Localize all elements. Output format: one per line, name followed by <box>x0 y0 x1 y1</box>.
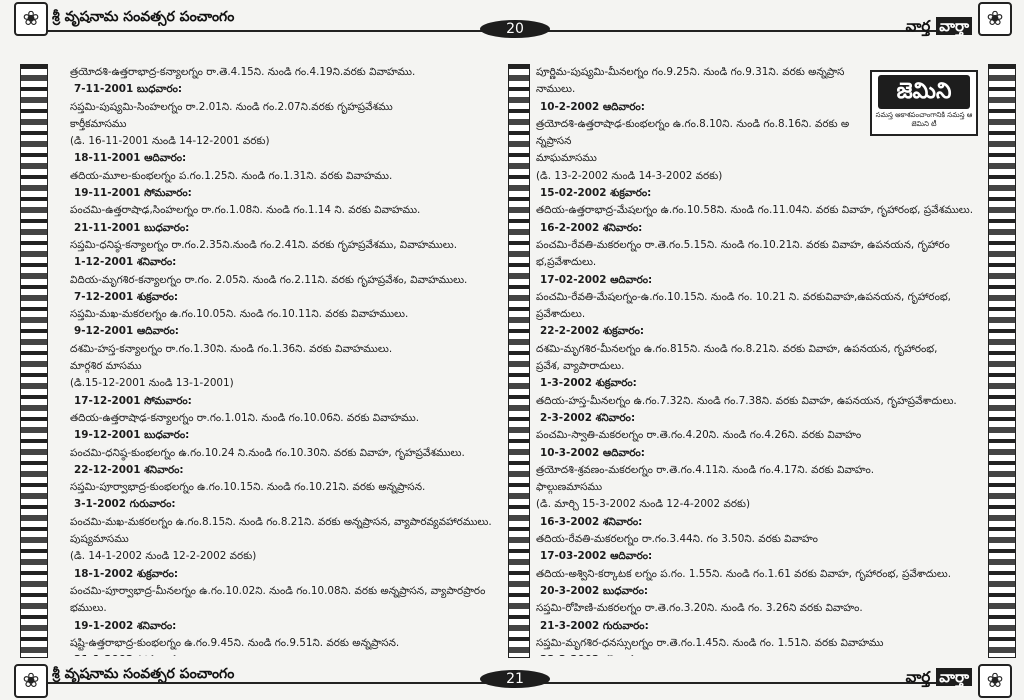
text-line: పంచమి-ధనిష్ఠ-కుంభలగ్నం ఉ.గం.10.24 ని.నుండి గం.10.30ని. వరకు వివాహ, గృహప్రవేశములు. <box>70 446 465 459</box>
text-line: న్నప్రాసన <box>536 135 572 148</box>
header-title: శ్రీ వృషనామ సంవత్సర పంచాంగం <box>52 666 235 682</box>
page-number-top: 20 <box>480 20 550 38</box>
date-heading: 22-2-2002 శుక్రవారం: <box>540 325 645 338</box>
text-line: షష్టి-ఉత్తరాభాద్ర-కుంభలగ్నం ఉ.గం.9.45ని. నుండి గం.9.51ని. వరకు అన్నప్రాసన. <box>70 636 400 649</box>
flower-ornament-icon: ❀ <box>14 2 48 36</box>
flower-ornament-icon: ❀ <box>978 664 1012 698</box>
text-line: తదియ-హస్త-మీనలగ్నం ఉ.గం.7.32ని. నుండి గం.7.38ని. వరకు వివాహ, ఉపనయన, గృహప్రవేశాదులు. <box>536 394 957 407</box>
text-line: (డి.15-12-2001 నుండి 13-1-2001) <box>70 377 234 390</box>
date-heading <box>70 652 508 656</box>
date-heading: 1-3-2002 శుక్రవారం: <box>540 377 637 390</box>
text-line: సప్తమి-మృగశిర-ధనస్సులగ్నం రా.తె.గం.1.45ని. నుండి గం. 1.51ని. వరకు వివాహము <box>536 636 884 649</box>
date-heading: 15-02-2002 శుక్రవారం: <box>540 187 652 200</box>
date-heading: 10-3-2002 ఆదివారం: <box>540 446 645 459</box>
text-line: నాములు. <box>536 83 576 96</box>
text-line: ప్రవేశ, వ్యాపారాదులు. <box>536 360 625 373</box>
text-line: (డి. 13-2-2002 నుండి 14-3-2002 వరకు) <box>536 169 723 182</box>
text-line: పంచమి-రేవతి-మకరలగ్నం రా.తె.గం.5.15ని. నుండి గం.10.21ని. వరకు వివాహ, ఉపనయన, గృహారం <box>536 238 950 251</box>
text-line: సప్తమి-రోహిణి-మకరలగ్నం రా.తె.గం.3.20ని. నుండి గం. 3.26ని వరకు వివాహం. <box>536 602 863 615</box>
flower-ornament-icon: ❀ <box>14 664 48 698</box>
text-line: తదియ-ఉత్తరాషాఢ-కన్యాలగ్నం రా.గం.1.01ని. నుండి గం.10.06ని. వరకు వివాహము. <box>70 411 420 424</box>
text-line: మాఘమాసము <box>536 152 597 165</box>
page-header-bottom <box>0 662 1024 700</box>
date-heading: 7-11-2001 బుధవారం: <box>74 83 183 96</box>
date-heading: 20-3-2002 బుధవారం: <box>540 584 649 597</box>
left-border-ornament <box>20 64 48 658</box>
date-heading: 22-12-2001 శనివారం: <box>74 463 184 476</box>
text-line: త్రయోదశి-ఉత్తరాభాద్ర-కన్యాలగ్నం రా.తె.4.15ని. నుండి గం.4.19ని.వరకు వివాహము. <box>70 66 416 78</box>
date-heading: 18-1-2002 శుక్రవారం: <box>74 567 179 580</box>
brand-logo <box>906 17 972 39</box>
text-line: తదియ-అశ్విని-కర్కాటక లగ్నం ప.గం. 1.55ని. నుండి గం.1.61 వరకు వివాహ, గృహారంభ, ప్రవేశాదులు. <box>536 567 952 580</box>
date-heading: 19-1-2002 శనివారం: <box>74 619 177 632</box>
date-heading <box>536 652 974 656</box>
date-heading: 19-11-2001 సోమవారం: <box>74 187 192 200</box>
date-heading: 21-11-2001 బుధవారం: <box>74 221 190 234</box>
text-line: విదియ-మృగశిర-కన్యాలగ్నం రా.గం. 2.05ని. నుండి గం.2.11ని. వరకు గృహప్రవేశం, వివాహములు. <box>70 273 468 286</box>
text-line: తదియ-మూల-కుంభలగ్నం ప.గం.1.25ని. నుండి గం.1.31ని. వరకు వివాహము. <box>70 169 393 182</box>
text-line: పంచమి-ఉత్తరాషాఢ,సింహలగ్నం రా.గం.1.08ని. నుండి గం.1.14 ని. వరకు వివాహము. <box>70 204 421 217</box>
text-line: కార్తీకమాసము <box>70 117 127 130</box>
date-heading: 17-03-2002 ఆదివారం: <box>540 550 653 563</box>
date-heading: 16-2-2002 శనివారం: <box>540 221 643 234</box>
date-heading: 1-12-2001 శనివారం: <box>74 256 177 269</box>
header-title: శ్రీ వృషనామ సంవత్సర పంచాంగం <box>52 9 235 25</box>
text-line: త్రయోదశి-శ్రవణం-మకరలగ్నం రా.తె.గం.4.11ని. నుండి గం.4.17ని. వరకు వివాహం. <box>536 463 875 476</box>
date-heading: 17-02-2002 ఆదివారం: <box>540 273 653 286</box>
brand-logo-part-2: వార్తా <box>936 668 972 686</box>
date-heading: 19-12-2001 బుధవారం: <box>74 429 190 442</box>
text-line: పంచమి-మఖ-మకరలగ్నం ఉ.గం.8.15ని. నుండి గం.8.21ని. వరకు అన్నప్రాసన, వ్యాపారవ్యవహారములు. <box>70 515 492 528</box>
date-heading: 2-3-2002 శనివారం: <box>540 411 636 424</box>
date-heading: 17-12-2001 సోమవారం: <box>74 394 192 407</box>
text-line: తదియ-ఉత్తరాభాద్ర-మేషలగ్నం ఉ.గం.10.58ని. నుండి గం.11.04ని. వరకు వివాహ, గృహారంభ, ప్రవేశములు. <box>536 204 974 217</box>
text-line: దశమి-మృగశిర-మీనలగ్నం ఉ.గం.815ని. నుండి గం.8.21ని. వరకు వివాహ, ఉపనయన, గృహారంభ, <box>536 342 938 355</box>
text-line: పూర్ణిమ-పుష్యమి-మీనలగ్నం గం.9.25ని. నుండి గం.9.31ని. వరకు అన్నప్రాస <box>536 66 845 78</box>
text-line: సప్తమి-పుష్యమి-సింహలగ్నం రా.2.01ని. నుండి గం.2.07ని.వరకు గృహప్రవేశము <box>70 100 393 113</box>
brand-logo-part-1: వార్త <box>905 17 931 35</box>
gemini-advertisement <box>870 70 978 136</box>
text-line: పంచమి-రేవతి-మేషలగ్నం-ఉ.గం.10.15ని. నుండి గం. 10.21 ని. వరకువివాహ,ఉపనయన, గృహారంభ, <box>536 290 951 303</box>
text-line: ఫాల్గుణమాసము <box>536 481 603 494</box>
date-heading: 3-1-2002 గురువారం: <box>74 498 176 511</box>
text-line: (డి. 16-11-2001 నుండి 14-12-2001 వరకు) <box>70 135 270 148</box>
date-heading: 18-11-2001 ఆదివారం: <box>74 152 187 165</box>
text-line: భములు. <box>70 602 107 615</box>
right-border-ornament <box>988 64 1016 658</box>
text-line: సప్తమి-మఖ-మకరలగ్నం ఉ.గం.10.05ని. నుండి గం.10.11ని. వరకు వివాహములు. <box>70 308 409 321</box>
text-line: (డి. 14-1-2002 నుండి 12-2-2002 వరకు) <box>70 550 257 563</box>
text-line: పంచమి-పూర్వాభాద్ర-మీనలగ్నం ఉ.గం.10.02ని. నుండి గం.10.08ని. వరకు అన్నప్రాసన, వ్యాపారప్రారం <box>70 584 486 597</box>
date-heading: 16-3-2002 శనివారం: <box>540 515 643 528</box>
date-heading: 7-12-2001 శుక్రవారం: <box>74 290 179 303</box>
left-text-column <box>70 64 508 656</box>
right-text-column <box>536 64 974 656</box>
text-line: తదియ-రేవతి-మకరలగ్నం రా.గం.3.44ని. గం 3.50ని. వరకు వివాహం <box>536 533 818 546</box>
page-header-top <box>0 0 1024 38</box>
page-number-bottom: 21 <box>480 670 550 688</box>
brand-logo-part-2: వార్తా <box>936 17 972 35</box>
ad-tagline: సమస్త ఆకాశపంచాంగానికి సమస్త ఆ జెమిని టీ <box>875 111 973 128</box>
text-line: పంచమి-స్వాతి-మకరలగ్నం రా.తె.గం.4.20ని. నుండి గం.4.26ని. వరకు వివాహం <box>536 429 862 442</box>
text-line: (డి. మార్చి 15-3-2002 నుండి 12-4-2002 వరకు) <box>536 498 751 511</box>
text-line: ప్రవేశాదులు. <box>536 308 586 321</box>
date-heading: 10-2-2002 ఆదివారం: <box>540 100 645 113</box>
date-heading: 9-12-2001 ఆదివారం: <box>74 325 179 338</box>
text-line: త్రయోదశి-ఉత్తరాషాఢ-కుంభలగ్నం ఉ.గం.8.10ని. నుండి గం.8.16ని. వరకు అ <box>536 117 850 130</box>
text-line: సప్తమి-ధనిష్ఠ-కన్యాలగ్నం రా.గం.2.35ని.నుండి గం.2.41ని. వరకు గృహప్రవేశము, వివాహములు. <box>70 238 458 251</box>
text-line: సప్తమి-పూర్వాభాద్ర-కుంభలగ్నం ఉ.గం.10.15ని. నుండి గం.10.21ని. వరకు అన్నప్రాసన. <box>70 481 426 494</box>
flower-ornament-icon: ❀ <box>978 2 1012 36</box>
date-heading: 21-3-2002 గురువారం: <box>540 619 649 632</box>
brand-logo <box>906 668 972 690</box>
text-line: దశమి-హస్త-కన్యాలగ్నం రా.గం.1.30ని. నుండి గం.1.36ని. వరకు వివాహములు. <box>70 342 393 355</box>
ad-brand-name: జెమిని <box>878 75 970 109</box>
text-line: భ,ప్రవేశాదులు. <box>536 256 597 269</box>
center-border-ornament <box>508 64 530 658</box>
text-line: పుష్యమాసము <box>70 533 129 546</box>
text-line: మార్గశిర మాసము <box>70 360 142 373</box>
brand-logo-part-1: వార్త <box>905 668 931 686</box>
